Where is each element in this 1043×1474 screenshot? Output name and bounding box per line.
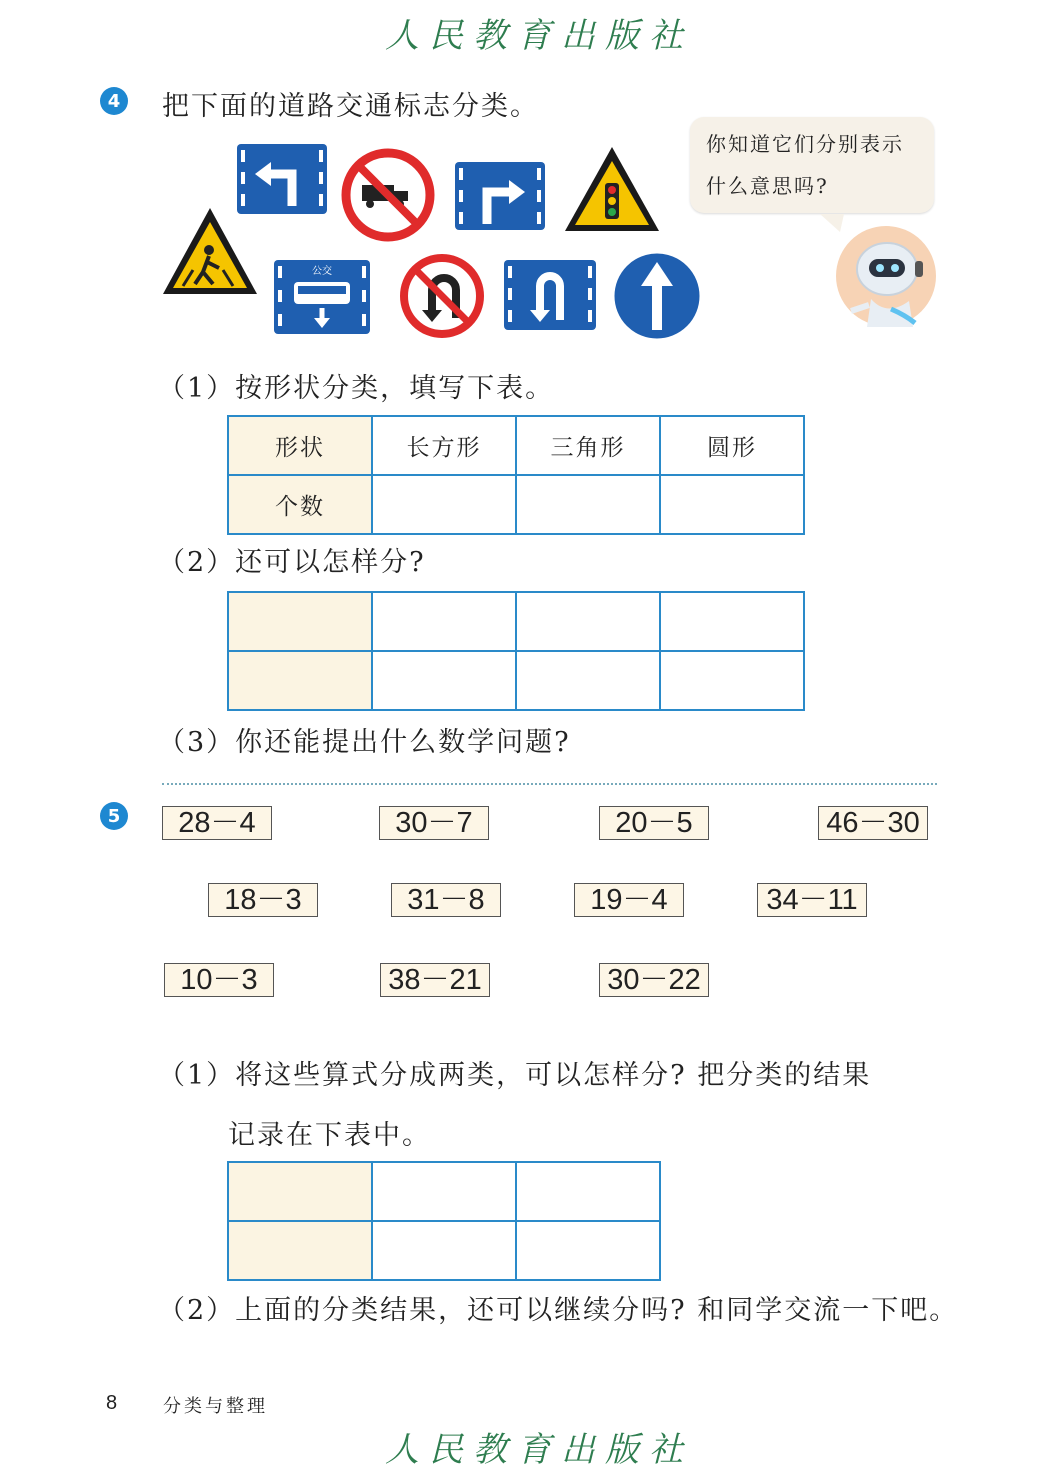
traffic-light-warning-sign-icon	[565, 147, 659, 231]
bus-lane-sign-icon	[274, 260, 370, 334]
turn-right-sign-icon	[455, 162, 545, 230]
table-cell-blank[interactable]	[372, 592, 516, 651]
bubble-line-2: 什么意思吗?	[706, 174, 829, 198]
table-row-label-count: 个数	[228, 475, 372, 534]
bubble-line-1: 你知道它们分别表示	[706, 132, 904, 156]
table-cell-blank[interactable]	[228, 1162, 372, 1221]
section-divider	[162, 783, 937, 785]
page-number: 8	[106, 1392, 118, 1414]
table-cell-blank[interactable]	[660, 651, 804, 710]
table-cell-blank[interactable]	[372, 651, 516, 710]
question-5-part-1: （1）将这些算式分成两类，可以怎样分? 把分类的结果	[158, 1060, 872, 1091]
expression-card: 46－30	[818, 806, 928, 840]
expression-card: 20－5	[599, 806, 709, 840]
expression-card: 38－21	[380, 963, 490, 997]
expression-card: 18－3	[208, 883, 318, 917]
table-header-triangle: 三角形	[516, 416, 660, 475]
u-turn-sign-icon	[504, 260, 596, 330]
question-4-prompt: 把下面的道路交通标志分类。	[162, 91, 539, 122]
table-cell-blank[interactable]	[516, 651, 660, 710]
table-cell-blank[interactable]	[660, 592, 804, 651]
table-header-shape: 形状	[228, 416, 372, 475]
table-header-circle: 圆形	[660, 416, 804, 475]
robot-avatar	[835, 225, 937, 327]
traffic-signs-illustration	[160, 140, 720, 345]
other-classification-table	[227, 591, 805, 711]
table-cell-blank[interactable]	[228, 651, 372, 710]
go-straight-sign-icon	[613, 252, 701, 340]
expression-card: 30－7	[379, 806, 489, 840]
table-cell-blank[interactable]	[372, 1162, 516, 1221]
table-cell-blank[interactable]	[228, 592, 372, 651]
section-title: 分类与整理	[163, 1396, 268, 1417]
table-cell-blank[interactable]	[228, 1221, 372, 1280]
question-4-part-1: （1）按形状分类，填写下表。	[158, 373, 555, 404]
expression-card: 10－3	[164, 963, 274, 997]
expression-card: 34－11	[757, 883, 867, 917]
table-cell-blank[interactable]	[660, 475, 804, 534]
pedestrian-warning-sign-icon	[163, 208, 257, 294]
question-4-part-2: （2）还可以怎样分?	[158, 547, 426, 578]
table-cell-blank[interactable]	[372, 475, 516, 534]
bus-sign-text: 公交	[312, 266, 332, 277]
table-cell-blank[interactable]	[516, 592, 660, 651]
question-4-badge: 4	[100, 87, 128, 115]
expression-card: 31－8	[391, 883, 501, 917]
shape-count-table	[227, 415, 805, 535]
publisher-header: 人民教育出版社	[385, 16, 693, 56]
table-cell-blank[interactable]	[516, 475, 660, 534]
no-u-turn-sign-icon	[404, 258, 480, 334]
publisher-footer: 人民教育出版社	[385, 1430, 693, 1470]
speech-bubble	[690, 117, 934, 213]
table-header-rectangle: 长方形	[372, 416, 516, 475]
expression-card: 30－22	[599, 963, 709, 997]
table-cell-blank[interactable]	[372, 1221, 516, 1280]
expression-card: 19－4	[574, 883, 684, 917]
question-5-part-2: （2）上面的分类结果，还可以继续分吗? 和同学交流一下吧。	[158, 1295, 959, 1326]
turn-left-sign-icon	[237, 144, 327, 214]
table-cell-blank[interactable]	[516, 1162, 660, 1221]
question-5-badge: 5	[100, 802, 128, 830]
no-trucks-sign-icon	[346, 153, 430, 237]
table-cell-blank[interactable]	[516, 1221, 660, 1280]
question-5-part-1-continued: 记录在下表中。	[228, 1120, 431, 1151]
expression-classification-table	[227, 1161, 661, 1281]
question-4-part-3: （3）你还能提出什么数学问题?	[158, 727, 571, 758]
expression-card: 28－4	[162, 806, 272, 840]
